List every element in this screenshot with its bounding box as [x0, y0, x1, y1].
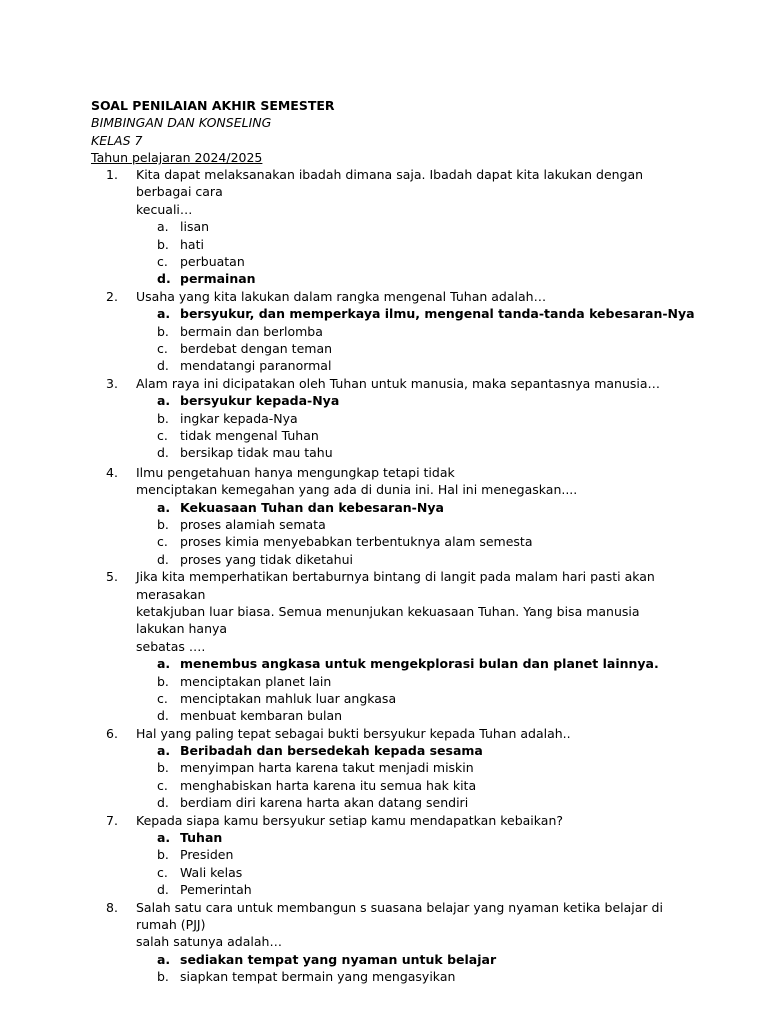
option-text: berdebat dengan teman — [180, 340, 333, 356]
option-list — [0, 218, 768, 288]
option-letter: c. — [157, 864, 168, 880]
option-letter: a. — [157, 393, 171, 409]
document-header — [91, 97, 335, 167]
answer-option — [0, 777, 768, 794]
option-text: proses alamiah semata — [180, 516, 326, 532]
option-text: Tuhan — [180, 830, 223, 846]
question-number: 5. — [106, 569, 118, 585]
question-text — [136, 288, 676, 305]
option-text: bersyukur, dan memperkaya ilmu, mengenal tanda-tanda kebesaran-Nya — [180, 306, 695, 322]
option-text: siapkan tempat bermain yang mengasyikan — [180, 969, 456, 985]
option-text: menembus angkasa untuk mengekplorasi bulan dan planet lainnya. — [180, 656, 659, 672]
option-letter: c. — [157, 690, 168, 706]
answer-option — [0, 673, 768, 690]
option-text: berdiam diri karena harta akan datang sendiri — [180, 795, 469, 811]
option-letter: c. — [157, 777, 168, 793]
option-letter: b. — [157, 673, 169, 689]
option-letter: d. — [157, 708, 169, 724]
answer-option-correct — [0, 655, 768, 672]
option-letter: b. — [157, 760, 169, 776]
question-text-line: ketakjuban luar biasa. Semua menunjukan kekuasaan Tuhan. Yang bisa manusia lakukan hanya — [136, 603, 640, 637]
option-letter: c. — [157, 340, 168, 356]
question-text-line: Kepada siapa kamu bersyukur setiap kamu mendapatkan kebaikan? — [136, 812, 564, 828]
option-letter: c. — [157, 534, 168, 550]
question-item — [0, 375, 768, 462]
option-text: proses kimia menyebabkan terbentuknya alam semesta — [180, 534, 533, 550]
option-letter: a. — [157, 499, 171, 515]
answer-option-correct — [0, 829, 768, 846]
answer-option — [0, 253, 768, 270]
question-text — [136, 812, 676, 829]
option-list — [0, 829, 768, 899]
option-letter: c. — [157, 254, 168, 269]
answer-option-correct — [0, 499, 768, 516]
question-text-line: Jika kita memperhatikan bertaburnya bintang di langit pada malam hari pasti akan merasakan — [136, 569, 655, 602]
option-text: perbuatan — [180, 254, 245, 269]
option-text: tidak mengenal Tuhan — [180, 427, 319, 443]
option-text: menciptakan mahluk luar angkasa — [180, 690, 397, 706]
option-letter: d. — [157, 445, 169, 461]
option-text: mendatangi paranormal — [180, 358, 332, 374]
question-number: 8. — [106, 899, 118, 915]
option-list — [0, 499, 768, 569]
option-list — [0, 655, 768, 725]
option-list — [0, 305, 768, 375]
question-text-line: kecuali… — [136, 201, 193, 217]
option-letter: b. — [157, 847, 169, 863]
answer-option-correct — [0, 270, 768, 287]
exam-title: SOAL PENILAIAN AKHIR SEMESTER — [91, 98, 335, 113]
question-text — [136, 568, 676, 655]
option-letter: a. — [157, 656, 171, 672]
answer-option-correct — [0, 951, 768, 968]
option-list — [0, 951, 768, 986]
question-text — [136, 166, 676, 218]
question-item — [0, 568, 768, 725]
question-text — [136, 899, 676, 951]
option-letter: d. — [157, 358, 169, 374]
option-letter: a. — [157, 306, 171, 322]
option-text: ingkar kepada-Nya — [180, 410, 298, 426]
answer-option — [0, 533, 768, 550]
answer-option-correct — [0, 305, 768, 322]
option-letter: a. — [157, 830, 171, 846]
class-level: KELAS 7 — [91, 132, 143, 148]
answer-option — [0, 881, 768, 898]
option-letter: b. — [157, 410, 169, 426]
option-letter: a. — [157, 219, 169, 235]
question-text — [136, 375, 676, 392]
subject-name: BIMBINGAN DAN KONSELING — [91, 115, 272, 131]
question-text-line: Hal yang paling tepat sebagai bukti bersyukur kepada Tuhan adalah.. — [136, 725, 571, 741]
option-letter: a. — [157, 743, 171, 759]
answer-option — [0, 759, 768, 776]
option-list — [0, 742, 768, 812]
option-text: bermain dan berlomba — [180, 323, 323, 339]
option-text: sediakan tempat yang nyaman untuk belajar — [180, 951, 497, 967]
option-list — [0, 392, 768, 462]
question-list — [0, 166, 768, 986]
question-item — [0, 899, 768, 986]
question-item — [0, 725, 768, 812]
question-text-line: sebatas …. — [136, 638, 206, 654]
option-text: Wali kelas — [180, 864, 243, 880]
question-item — [0, 812, 768, 899]
answer-option — [0, 707, 768, 724]
option-text: Kekuasaan Tuhan dan kebesaran-Nya — [180, 499, 444, 515]
option-text: menbuat kembaran bulan — [180, 708, 343, 724]
answer-option — [0, 794, 768, 811]
question-text — [136, 464, 676, 499]
option-letter: c. — [157, 427, 168, 443]
option-letter: b. — [157, 516, 169, 532]
answer-option — [0, 340, 768, 357]
answer-option — [0, 218, 768, 235]
option-text: menyimpan harta karena takut menjadi miskin — [180, 760, 474, 776]
option-letter: a. — [157, 951, 171, 967]
answer-option-correct — [0, 392, 768, 409]
answer-option — [0, 236, 768, 253]
answer-option-correct — [0, 742, 768, 759]
option-letter: b. — [157, 323, 169, 339]
option-text: proses yang tidak diketahui — [180, 551, 353, 567]
answer-option — [0, 357, 768, 374]
option-text: menghabiskan harta karena itu semua hak kita — [180, 777, 477, 793]
option-text: lisan — [180, 219, 210, 235]
question-text-line: Kita dapat melaksanakan ibadah dimana saja. Ibadah dapat kita lakukan dengan berbagai cara — [136, 167, 644, 200]
answer-option — [0, 690, 768, 707]
option-text: bersikap tidak mau tahu — [180, 445, 333, 461]
academic-year: Tahun pelajaran 2024/2025 — [91, 150, 263, 166]
question-number: 2. — [106, 288, 118, 304]
option-letter: d. — [157, 882, 169, 898]
option-text: Presiden — [180, 847, 234, 863]
answer-option — [0, 516, 768, 533]
option-letter: b. — [157, 236, 169, 252]
answer-option — [0, 968, 768, 985]
answer-option — [0, 444, 768, 461]
question-text-line: Ilmu pengetahuan hanya mengungkap tetapi tidak — [136, 464, 455, 480]
question-number: 7. — [106, 812, 118, 828]
option-letter: d. — [157, 795, 169, 811]
option-text: menciptakan planet lain — [180, 673, 332, 689]
answer-option — [0, 427, 768, 444]
question-text-line: Usaha yang kita lakukan dalam rangka mengenal Tuhan adalah… — [136, 288, 547, 304]
answer-option — [0, 323, 768, 340]
question-number: 1. — [106, 167, 118, 182]
answer-option — [0, 864, 768, 881]
question-number: 4. — [106, 464, 118, 480]
question-item — [0, 166, 768, 288]
option-text: bersyukur kepada-Nya — [180, 393, 340, 409]
question-item — [0, 464, 768, 568]
option-text: Pemerintah — [180, 882, 252, 898]
option-letter: b. — [157, 969, 169, 985]
question-text — [136, 725, 676, 742]
question-text-line: salah satunya adalah… — [136, 934, 282, 950]
question-text-line: Alam raya ini dicipatakan oleh Tuhan untuk manusia, maka sepantasnya manusia… — [136, 375, 661, 391]
question-text-line: menciptakan kemegahan yang ada di dunia ini. Hal ini menegaskan.... — [136, 482, 578, 498]
option-text: Beribadah dan bersedekah kepada sesama — [180, 743, 483, 759]
answer-option — [0, 551, 768, 568]
answer-option — [0, 410, 768, 427]
option-letter: d. — [157, 551, 169, 567]
option-text: hati — [180, 236, 204, 252]
answer-option — [0, 846, 768, 863]
question-item — [0, 288, 768, 375]
question-number: 3. — [106, 375, 118, 391]
question-text-line: Salah satu cara untuk membangun s suasana belajar yang nyaman ketika belajar di rumah (PJJ) — [136, 899, 663, 933]
option-letter: d. — [157, 271, 171, 287]
question-number: 6. — [106, 725, 118, 741]
option-text: permainan — [180, 271, 256, 287]
